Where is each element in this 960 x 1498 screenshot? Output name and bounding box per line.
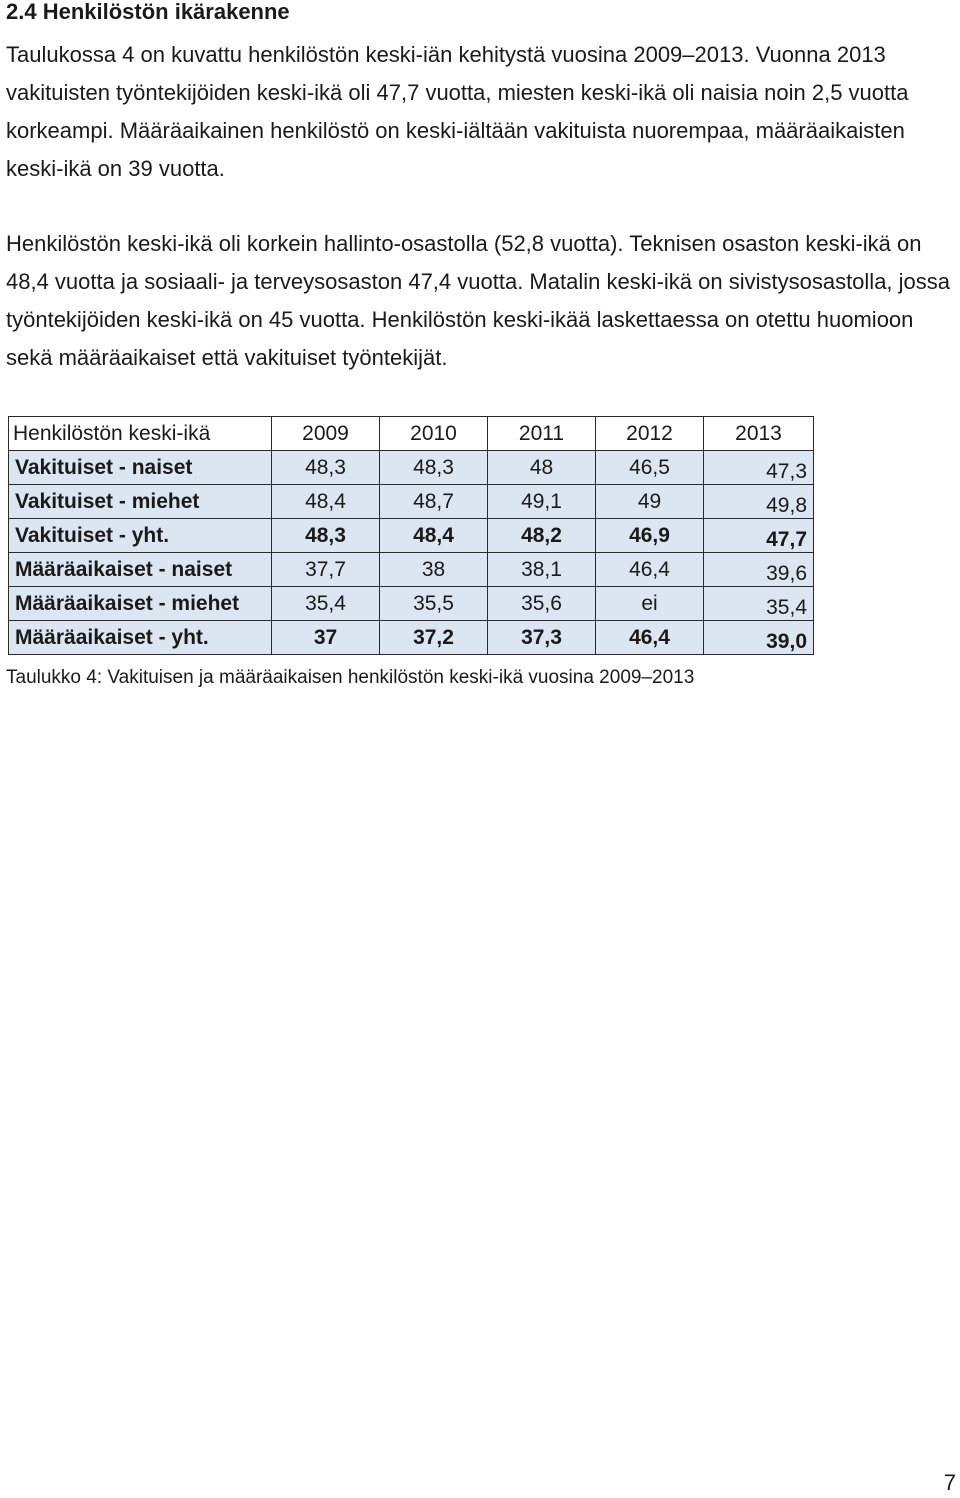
section-heading: 2.4 Henkilöstön ikärakenne <box>6 0 290 24</box>
table-header-cell: 2013 <box>704 417 814 451</box>
row-label: Määräaikaiset - naiset <box>9 553 272 587</box>
table-cell: 47,7 <box>704 519 814 553</box>
table-header-cell: 2010 <box>380 417 488 451</box>
row-label: Määräaikaiset - yht. <box>9 621 272 655</box>
table-cell: 35,4 <box>272 587 380 621</box>
table-cell: 39,6 <box>704 553 814 587</box>
table-cell: 48,3 <box>272 519 380 553</box>
table-caption: Taulukko 4: Vakituisen ja määräaikaisen henkilöstön keski-ikä vuosina 2009–2013 <box>6 667 695 688</box>
table-cell: 37,2 <box>380 621 488 655</box>
table-row <box>9 485 814 519</box>
table-cell: 35,4 <box>704 587 814 621</box>
row-label: Vakituiset - naiset <box>9 451 272 485</box>
table-header-cell: 2009 <box>272 417 380 451</box>
table-cell: 48,3 <box>272 451 380 485</box>
table-row <box>9 587 814 621</box>
table-cell: 49 <box>596 485 704 519</box>
table-cell: 46,4 <box>596 621 704 655</box>
table-cell: 37 <box>272 621 380 655</box>
table-row-total <box>9 519 814 553</box>
table-cell: ei <box>596 587 704 621</box>
table-cell: 46,9 <box>596 519 704 553</box>
table-cell: 47,3 <box>704 451 814 485</box>
paragraph-intro: Taulukossa 4 on kuvattu henkilöstön keski-iän kehitystä vuosina 2009–2013. Vuonna 2013 vakituisten työntekijöiden keski-ikä oli 47,7 vuotta, miesten keski-ikä oli naisia noin 2,5 vuotta korkeampi. Määräaikainen henkilöstö on keski-iältään vakituista nuorempaa, määräaikaisten keski-ikä on 39 vuotta. <box>6 42 909 181</box>
table-row-total <box>9 621 814 655</box>
table-cell: 49,1 <box>488 485 596 519</box>
table-cell: 48,7 <box>380 485 488 519</box>
row-label: Vakituiset - miehet <box>9 485 272 519</box>
table-row <box>9 553 814 587</box>
table-cell: 39,0 <box>704 621 814 655</box>
row-label: Määräaikaiset - miehet <box>9 587 272 621</box>
table-cell: 37,7 <box>272 553 380 587</box>
table-cell: 48,2 <box>488 519 596 553</box>
table-cell: 48,3 <box>380 451 488 485</box>
table-cell: 37,3 <box>488 621 596 655</box>
table-cell: 38,1 <box>488 553 596 587</box>
table-row <box>9 451 814 485</box>
page-number: 7 <box>943 1470 956 1495</box>
age-structure-table <box>8 416 814 655</box>
table-cell: 35,5 <box>380 587 488 621</box>
table-header-cell: 2011 <box>488 417 596 451</box>
table-header-row <box>9 417 814 451</box>
table-cell: 38 <box>380 553 488 587</box>
table-cell: 48,4 <box>272 485 380 519</box>
table-cell: 46,5 <box>596 451 704 485</box>
table-cell: 35,6 <box>488 587 596 621</box>
table-cell: 48,4 <box>380 519 488 553</box>
table-cell: 49,8 <box>704 485 814 519</box>
table-cell: 46,4 <box>596 553 704 587</box>
row-label: Vakituiset - yht. <box>9 519 272 553</box>
paragraph-departments: Henkilöstön keski-ikä oli korkein hallinto-osastolla (52,8 vuotta). Teknisen osaston keski-ikä on 48,4 vuotta ja sosiaali- ja terveysosaston 47,4 vuotta. Matalin keski-ikä on sivistysosastolla, jossa työntekijöiden keski-ikä on 45 vuotta. Henkilöstön keski-ikää laskettaessa on otettu huomioon sekä määräaikaiset että vakituiset työntekijät. <box>6 231 951 370</box>
table-cell: 48 <box>488 451 596 485</box>
table-header-cell: Henkilöstön keski-ikä <box>9 417 272 451</box>
table-header-cell: 2012 <box>596 417 704 451</box>
